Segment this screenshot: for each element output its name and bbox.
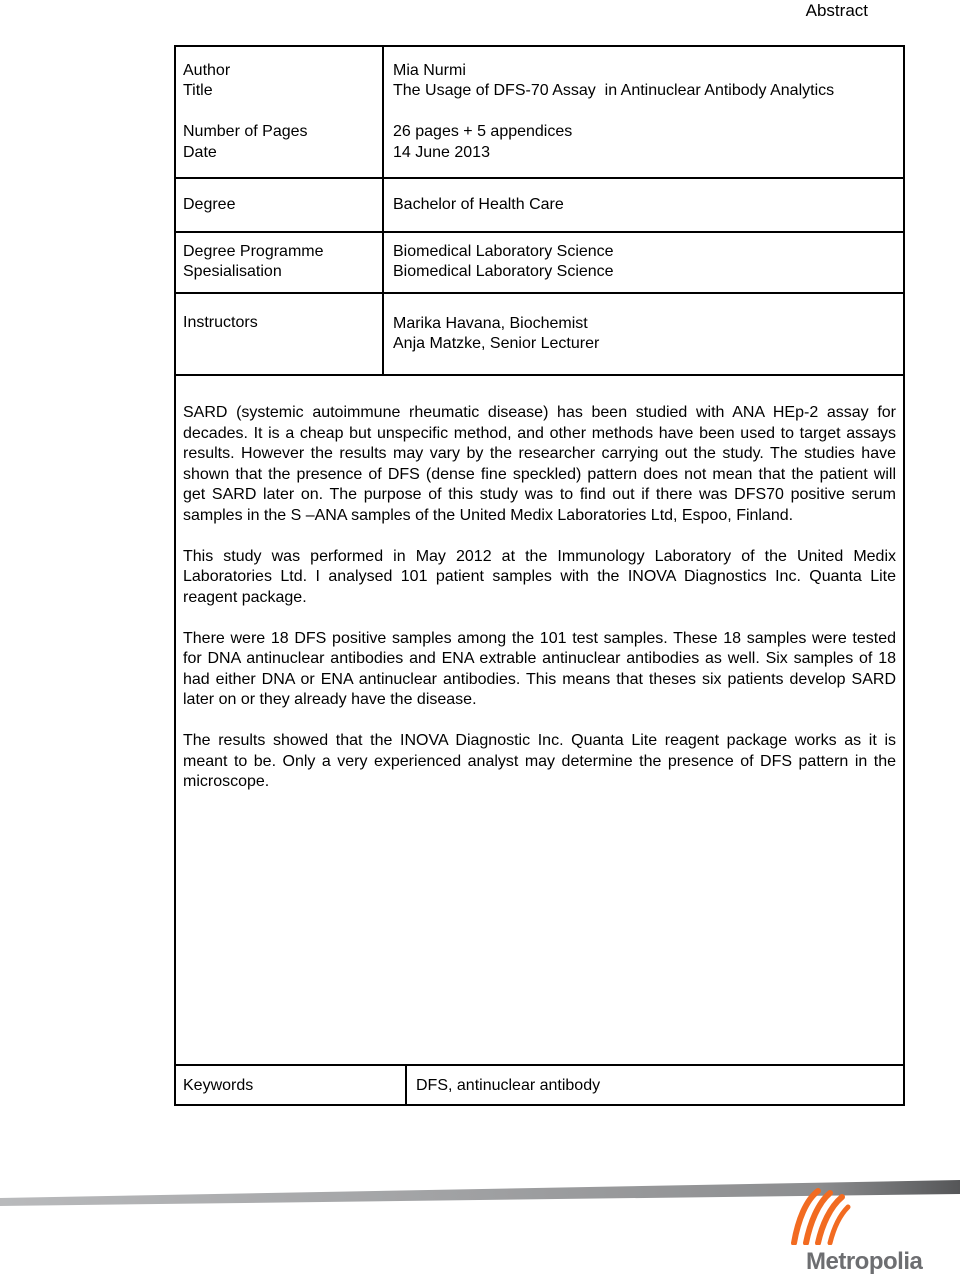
keywords-label: Keywords — [183, 1077, 254, 1094]
row-divider — [174, 374, 905, 376]
pages-label: Number of Pages — [183, 123, 308, 140]
abstract-paragraph: This study was performed in May 2012 at the Immunology Laboratory of the United Medix Laboratories Ltd. I analysed 101 patient samples with the INOVA Diagnostics Inc. Quanta Lite reagent package. — [183, 547, 896, 606]
header-label: Abstract — [805, 1, 868, 20]
programme-label: Degree Programme — [183, 243, 324, 260]
instructors-label: Instructors — [183, 314, 258, 331]
column-divider — [382, 45, 384, 375]
abstract-body — [183, 403, 896, 813]
row-divider — [174, 292, 905, 294]
instructor-1: Marika Havana, Biochemist — [393, 315, 588, 332]
row-divider — [174, 177, 905, 179]
keywords-value: DFS, antinuclear antibody — [416, 1077, 601, 1094]
degree-value: Bachelor of Health Care — [393, 196, 564, 213]
abstract-paragraph: SARD (systemic autoimmune rheumatic disease) has been studied with ANA HEp-2 assay for decades. It is a cheap but unspecific method, and other methods have been used to target assays results. However the results may vary by the researcher carrying out the study. The studies have shown that the presence of DFS (dense fine speckled) pattern does not mean that the patient will get SARD later on. The purpose of this study was to find out if there was DFS70 positive serum samples in the S –ANA samples of the United Medix Laboratories Ltd, Espoo, Finland. — [183, 404, 896, 524]
metropolia-logo-text: Metropolia — [806, 1248, 923, 1275]
row-divider — [174, 1064, 905, 1066]
metropolia-logo-icon — [788, 1185, 858, 1245]
instructor-2: Anja Matzke, Senior Lecturer — [393, 335, 600, 352]
title-value: The Usage of DFS-70 Assay in Antinuclear Antibody Analytics — [393, 82, 835, 99]
degree-label: Degree — [183, 196, 236, 213]
date-label: Date — [183, 144, 217, 161]
pages-value: 26 pages + 5 appendices — [393, 123, 573, 140]
date-value: 14 June 2013 — [393, 144, 490, 161]
title-label: Title — [183, 82, 213, 99]
specialisation-value: Biomedical Laboratory Science — [393, 263, 614, 280]
abstract-paragraph: There were 18 DFS positive samples among the 101 test samples. These 18 samples were tested for DNA antinuclear antibodies and ENA extrable antinuclear antibodies as well. Six samples of 18 had either DNA or ENA antinuclear antibodies. This means that theses six patients develop SARD later on or they already have the disease. — [183, 629, 896, 708]
author-label: Author — [183, 62, 231, 79]
row-divider — [174, 231, 905, 233]
specialisation-label: Spesialisation — [183, 263, 282, 280]
abstract-paragraph: The results showed that the INOVA Diagnostic Inc. Quanta Lite reagent package works as it is meant to be. Only a very experienced analyst may determine the presence of DFS pattern in the microscope. — [183, 732, 896, 790]
programme-value: Biomedical Laboratory Science — [393, 243, 614, 260]
column-divider — [405, 1064, 407, 1106]
author-value: Mia Nurmi — [393, 62, 466, 79]
